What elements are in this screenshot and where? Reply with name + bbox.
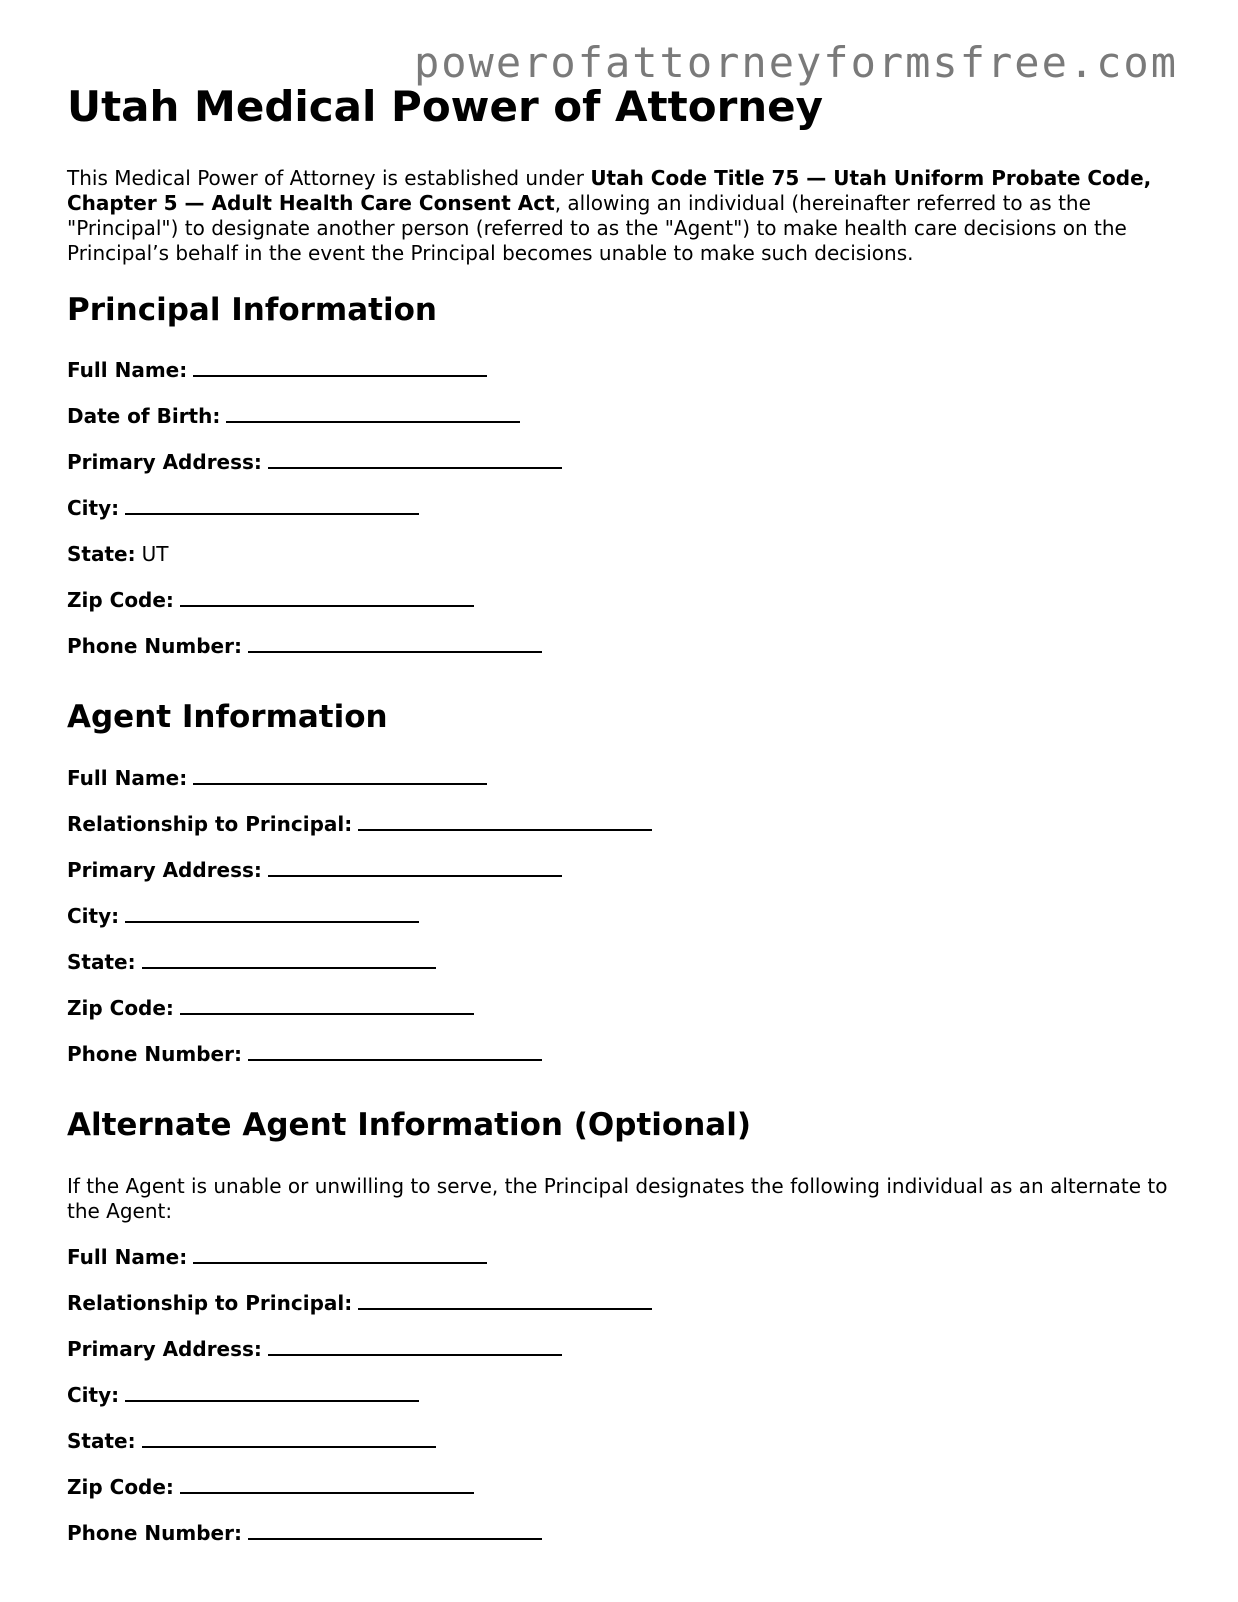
alternate-full-name-row <box>67 1234 1177 1280</box>
agent-section <box>67 699 1177 1076</box>
agent-state-label: State: <box>67 949 136 974</box>
principal-address-label: Primary Address: <box>67 450 262 475</box>
alternate-phone-label: Phone Number: <box>67 1520 242 1545</box>
alternate-city-blank[interactable] <box>125 1386 419 1402</box>
principal-full-name-row <box>67 347 1177 393</box>
intro-paragraph <box>67 166 1177 266</box>
alternate-intro: If the Agent is unable or unwilling to serve, the Principal designates the following individual as an alternate to the Agent: <box>67 1173 1168 1223</box>
alternate-relationship-row <box>67 1280 1177 1326</box>
alternate-state-blank[interactable] <box>142 1432 436 1448</box>
alternate-city-row <box>67 1372 1177 1418</box>
principal-address-blank[interactable] <box>268 453 562 469</box>
alternate-state-label: State: <box>67 1428 136 1453</box>
alternate-zip-blank[interactable] <box>180 1478 474 1494</box>
principal-zip-row <box>67 577 1177 623</box>
alternate-city-label: City: <box>67 1382 120 1407</box>
agent-full-name-blank[interactable] <box>193 769 487 785</box>
agent-address-blank[interactable] <box>268 861 562 877</box>
agent-phone-row <box>67 1031 1177 1077</box>
alternate-zip-row <box>67 1464 1177 1510</box>
principal-full-name-blank[interactable] <box>193 361 487 377</box>
principal-address-row <box>67 439 1177 485</box>
principal-state-value: UT <box>141 542 169 567</box>
alternate-state-row <box>67 1418 1177 1464</box>
principal-phone-blank[interactable] <box>248 637 542 653</box>
alternate-heading: Alternate Agent Information (Optional) <box>67 1106 751 1143</box>
agent-state-row <box>67 939 1177 985</box>
agent-zip-row <box>67 985 1177 1031</box>
agent-address-row <box>67 847 1177 893</box>
intro-text-1: This Medical Power of Attorney is established under <box>67 166 591 191</box>
principal-heading: Principal Information <box>67 292 437 329</box>
principal-phone-label: Phone Number: <box>67 634 242 659</box>
agent-city-label: City: <box>67 903 120 928</box>
principal-phone-row <box>67 623 1177 669</box>
principal-city-label: City: <box>67 496 120 521</box>
alternate-agent-section <box>67 1107 1177 1556</box>
agent-city-blank[interactable] <box>125 907 419 923</box>
principal-section <box>67 292 1177 669</box>
principal-dob-label: Date of Birth: <box>67 404 221 429</box>
document-body <box>67 84 1177 1556</box>
agent-relationship-blank[interactable] <box>358 815 652 831</box>
alternate-address-blank[interactable] <box>268 1340 562 1356</box>
agent-city-row <box>67 893 1177 939</box>
agent-relationship-row <box>67 801 1177 847</box>
alternate-relationship-label: Relationship to Principal: <box>67 1290 353 1315</box>
agent-heading: Agent Information <box>67 699 388 736</box>
alternate-full-name-blank[interactable] <box>193 1248 487 1264</box>
agent-phone-label: Phone Number: <box>67 1041 242 1066</box>
agent-address-label: Primary Address: <box>67 857 262 882</box>
principal-zip-label: Zip Code: <box>67 588 174 613</box>
agent-state-blank[interactable] <box>142 953 436 969</box>
agent-relationship-label: Relationship to Principal: <box>67 811 353 836</box>
alternate-relationship-blank[interactable] <box>358 1294 652 1310</box>
alternate-full-name-label: Full Name: <box>67 1244 188 1269</box>
page-title: Utah Medical Power of Attorney <box>67 82 824 131</box>
principal-city-row <box>67 485 1177 531</box>
agent-zip-blank[interactable] <box>180 999 474 1015</box>
alternate-phone-row <box>67 1510 1177 1556</box>
alternate-zip-label: Zip Code: <box>67 1474 174 1499</box>
intro-statute: Utah Code Title 75 — Utah Uniform Probate Code, Chapter 5 — Adult Health Care Consent Act <box>67 166 1152 216</box>
agent-zip-label: Zip Code: <box>67 995 174 1020</box>
principal-city-blank[interactable] <box>125 499 419 515</box>
principal-state-label: State: <box>67 542 136 567</box>
agent-phone-blank[interactable] <box>248 1045 542 1061</box>
agent-full-name-label: Full Name: <box>67 765 188 790</box>
principal-state-row <box>67 531 1177 577</box>
alternate-phone-blank[interactable] <box>248 1524 542 1540</box>
principal-dob-row <box>67 393 1177 439</box>
principal-full-name-label: Full Name: <box>67 358 188 383</box>
alternate-address-row <box>67 1326 1177 1372</box>
intro-text-2: , allowing an individual (hereinafter referred to as the "Principal") to designate another person (referred to as the "Agent") to make health care decisions on the Principal’s behalf in the event the Principal becomes unable to make such decisions. <box>67 191 1127 266</box>
alternate-address-label: Primary Address: <box>67 1336 262 1361</box>
watermark: powerofattorneyformsfree.com <box>413 38 1178 87</box>
agent-full-name-row <box>67 755 1177 801</box>
principal-zip-blank[interactable] <box>180 591 474 607</box>
principal-dob-blank[interactable] <box>226 407 520 423</box>
